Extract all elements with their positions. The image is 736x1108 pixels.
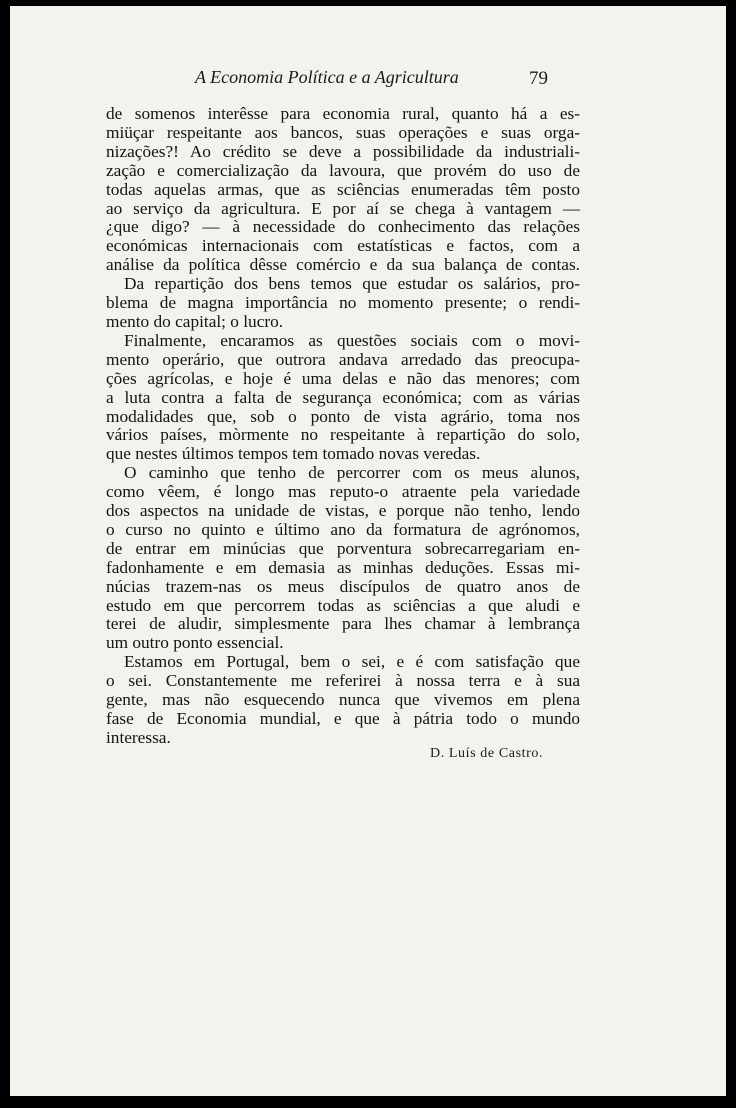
paragraph [106, 275, 580, 332]
text-line: análise da política dêsse comércio e da sua balança de contas. [106, 255, 580, 275]
running-header [10, 67, 726, 97]
text-line: ções agrícolas, e hoje é uma delas e não das menores; com [106, 368, 580, 388]
text-line: O caminho que tenho de percorrer com os meus alunos, [124, 463, 580, 483]
text-line: económicas internacionais com estatísticas e factos, com a [106, 236, 580, 256]
text-line: um outro ponto essencial. [106, 633, 284, 653]
text-line: a luta contra a falta de segurança económica; com as várias [106, 387, 580, 407]
text-line: ao serviço da agricultura. E por aí se chega à vantagem — [106, 198, 580, 218]
text-line: nizações?! Ao crédito se deve a possibilidade da industriali- [106, 141, 580, 161]
book-page [10, 6, 726, 1096]
paragraph [106, 653, 580, 748]
text-line: Da repartição dos bens temos que estudar os salários, pro- [124, 274, 580, 294]
text-line: o sei. Constantemente me referirei à nossa terra e à sua [106, 671, 580, 691]
text-line: zação e comercialização da lavoura, que provém do uso de [106, 160, 580, 180]
text-line: mento operário, que outrora andava arredado das preocupa- [106, 349, 580, 369]
text-line: terei de aludir, simplesmente para lhes chamar à lembrança [106, 614, 580, 634]
running-title: A Economia Política e a Agricultura [195, 67, 459, 87]
text-line: núcias trazem-nas os meus discípulos de quatro anos de [106, 576, 580, 596]
text-line: ¿que digo? — à necessidade do conhecimento das relações [106, 217, 580, 237]
text-line: interessa. [106, 727, 171, 747]
text-line: estudo em que percorrem todas as sciências a que aludi e [106, 595, 580, 615]
author-signature: D. Luís de Castro. [430, 746, 544, 761]
text-line: o curso no quinto e último ano da formatura de agrónomos, [106, 519, 580, 539]
text-line: Estamos em Portugal, bem o sei, e é com satisfação que [124, 652, 580, 672]
text-line: fase de Economia mundial, e que à pátria todo o mundo [106, 709, 580, 728]
text-line: Finalmente, encaramos as questões sociais com o movi- [124, 330, 580, 350]
text-line: gente, mas não esquecendo nunca que vivemos em plena [106, 690, 580, 710]
text-line: blema de magna importância no momento presente; o rendi- [106, 293, 580, 313]
body-text [106, 105, 580, 748]
text-line: que nestes últimos tempos tem tomado novas veredas. [106, 444, 481, 464]
text-line: todas aquelas armas, que as sciências enumeradas têm posto [106, 179, 580, 199]
text-line: dos aspectos na unidade de vistas, e porque não tenho, lendo [106, 501, 580, 521]
text-line: de somenos interêsse para economia rural, quanto há a es- [106, 104, 580, 123]
text-line: vários países, mòrmente no respeitante à repartição do solo, [106, 425, 580, 445]
text-line: miüçar respeitante aos bancos, suas operações e suas orga- [106, 122, 580, 142]
paragraph [106, 332, 580, 464]
text-line: modalidades que, sob o ponto de vista agrário, toma nos [106, 406, 580, 426]
text-line: de entrar em minúcias que porventura sobrecarregariam en- [106, 538, 580, 558]
page-number: 79 [529, 68, 548, 89]
text-line: mento do capital; o lucro. [106, 311, 284, 331]
text-line: como vêem, é longo mas reputo-o atraente pela variedade [106, 482, 580, 502]
text-line: fadonhamente e em demasia as minhas deduções. Essas mi- [106, 557, 580, 577]
paragraph [106, 464, 580, 653]
paragraph [106, 105, 580, 275]
